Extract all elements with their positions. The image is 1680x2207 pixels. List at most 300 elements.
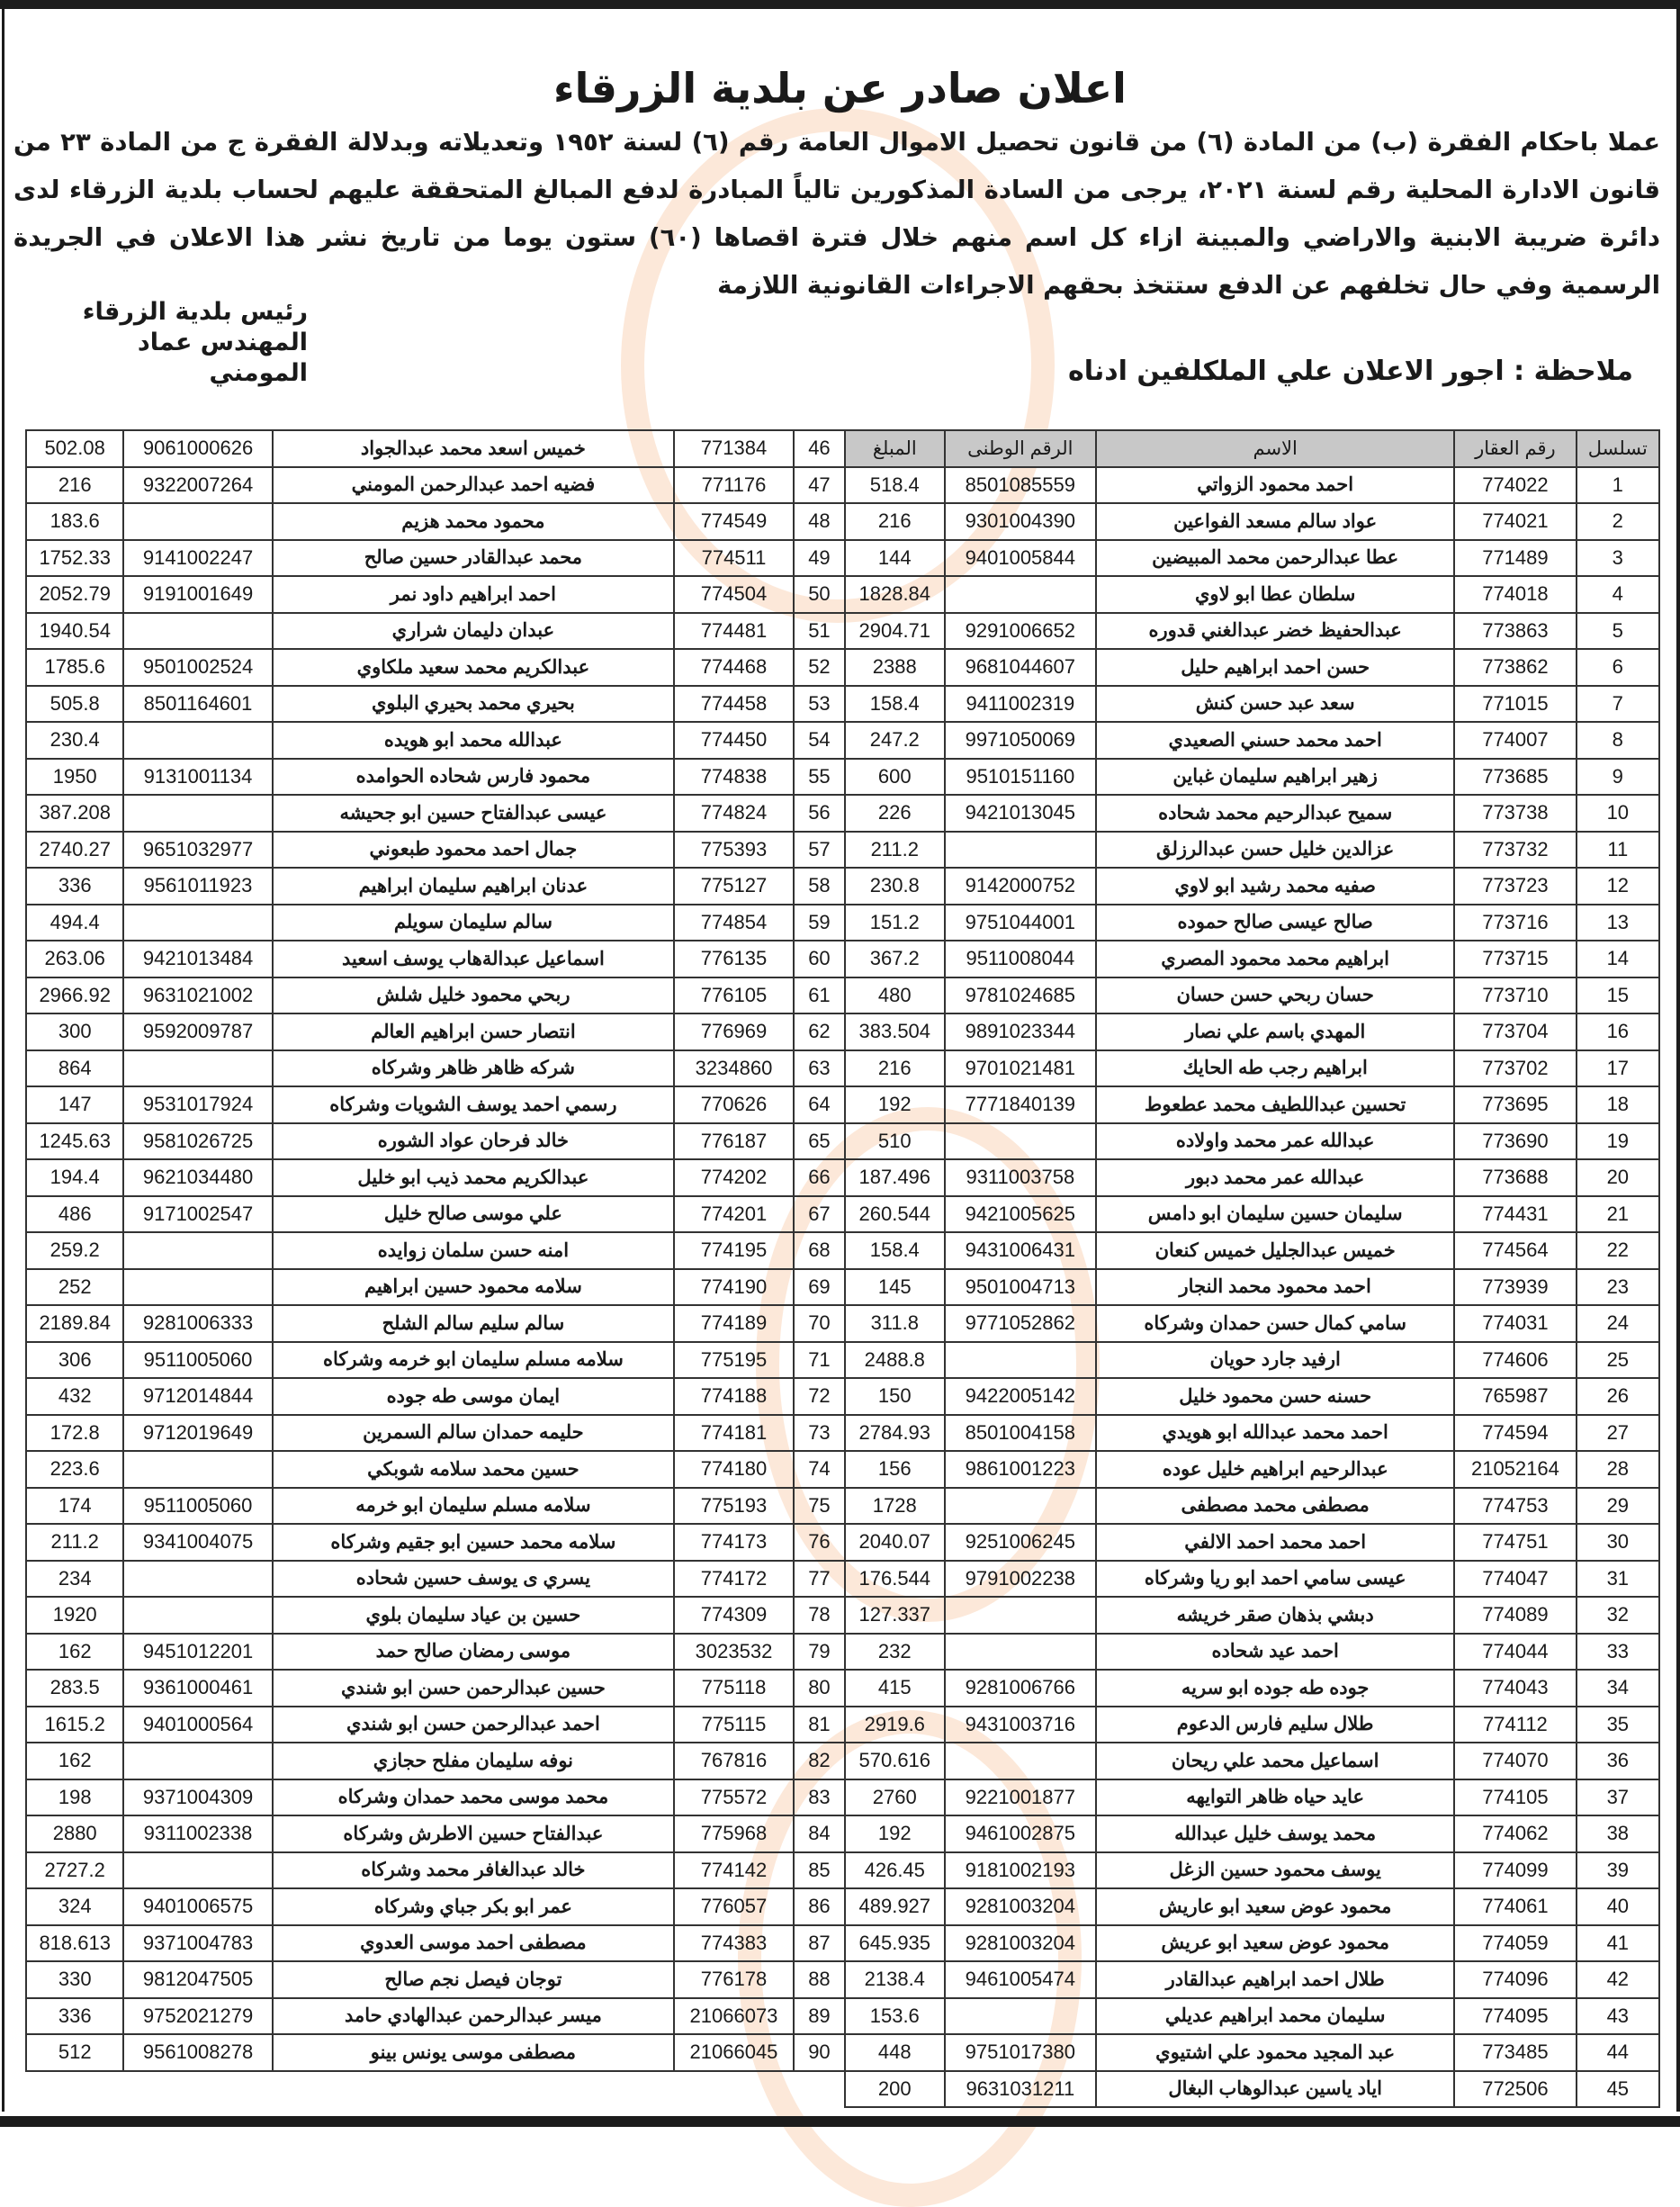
cell-amount: 2760 [845, 1779, 945, 1816]
cell-property-no: 776969 [674, 1013, 794, 1050]
cell-serial: 60 [794, 941, 845, 977]
cell-serial: 51 [794, 613, 845, 650]
cell-national-id: 9812047505 [123, 1961, 272, 1998]
cell-national-id: 9311003758 [945, 1159, 1097, 1196]
table-row [845, 1597, 1659, 1634]
cell-name: عزالدين خليل حسن عبدالرزلق [1096, 832, 1454, 869]
table-row [26, 2034, 845, 2071]
cell-name: سعد عبد حسن كنش [1096, 686, 1454, 723]
cell-amount: 194.4 [26, 1159, 123, 1196]
cell-property-no: 774172 [674, 1561, 794, 1598]
cell-property-no: 774142 [674, 1852, 794, 1889]
cell-name: عبدالحفيظ خضر عبدالغني قدوره [1096, 613, 1454, 650]
cell-serial: 23 [1577, 1269, 1659, 1306]
cell-serial: 71 [794, 1342, 845, 1379]
cell-national-id: 9751017380 [945, 2034, 1097, 2071]
cell-amount: 2740.27 [26, 832, 123, 869]
cell-name: تحسين عبداللطيف محمد عطعوط [1096, 1086, 1454, 1123]
table-row [26, 1779, 845, 1816]
cell-name: عبدالله عمر محمد واولاده [1096, 1123, 1454, 1160]
cell-name: سليمان حسين سليمان ابو دامس [1096, 1196, 1454, 1233]
cell-national-id: 9191001649 [123, 576, 272, 613]
signature-block [38, 297, 308, 389]
cell-national-id: 9322007264 [123, 467, 272, 504]
cell-amount: 211.2 [26, 1524, 123, 1561]
table-row [845, 722, 1659, 759]
cell-name: ابراهيم محمد محمود المصري [1096, 941, 1454, 977]
cell-name: شركه ظاهر ظاهر وشركاه [273, 1050, 674, 1087]
cell-amount: 600 [845, 759, 945, 796]
cell-amount: 1615.2 [26, 1707, 123, 1743]
cell-property-no: 774062 [1454, 1815, 1576, 1852]
table-row [845, 540, 1659, 577]
cell-property-no: 773702 [1454, 1050, 1576, 1087]
cell-name: امنه حسن سلمان زوايده [273, 1232, 674, 1269]
cell-serial: 13 [1577, 905, 1659, 941]
cell-national-id: 8501004158 [945, 1415, 1097, 1452]
cell-name: فضيه احمد عبدالرحمن المومني [273, 467, 674, 504]
cell-national-id: 9751044001 [945, 905, 1097, 941]
cell-serial: 68 [794, 1232, 845, 1269]
cell-serial: 67 [794, 1196, 845, 1233]
cell-property-no: 774468 [674, 649, 794, 686]
bottom-border [0, 2116, 1680, 2127]
cell-property-no: 774854 [674, 905, 794, 941]
cell-serial: 59 [794, 905, 845, 941]
cell-property-no: 775195 [674, 1342, 794, 1379]
table-row [26, 1378, 845, 1415]
cell-name: طلال احمد ابراهيم عبدالقادر [1096, 1961, 1454, 1998]
cell-national-id: 9971050069 [945, 722, 1097, 759]
table-row [26, 941, 845, 977]
table-row [26, 868, 845, 905]
cell-property-no: 21066045 [674, 2034, 794, 2071]
table-row [26, 1743, 845, 1779]
cell-serial: 80 [794, 1670, 845, 1707]
table-row [845, 1196, 1659, 1233]
table-row [26, 1925, 845, 1962]
cell-serial: 57 [794, 832, 845, 869]
cell-name: احمد عيد شحاده [1096, 1634, 1454, 1671]
cell-serial: 74 [794, 1451, 845, 1488]
cell-amount: 505.8 [26, 686, 123, 723]
cell-amount: 383.504 [845, 1013, 945, 1050]
cell-property-no: 774753 [1454, 1488, 1576, 1525]
table-row [845, 2071, 1659, 2108]
cell-amount: 1752.33 [26, 540, 123, 577]
cell-name: بحيري محمد بحيري البلوي [273, 686, 674, 723]
cell-property-no: 775968 [674, 1815, 794, 1852]
table-row [845, 1305, 1659, 1342]
cell-national-id [123, 905, 272, 941]
cell-name: احمد محمد عبدالله ابو هويدي [1096, 1415, 1454, 1452]
cell-amount: 2880 [26, 1815, 123, 1852]
cell-national-id: 9431006431 [945, 1232, 1097, 1269]
cell-property-no: 773862 [1454, 649, 1576, 686]
cell-amount: 252 [26, 1269, 123, 1306]
cell-name: عدنان ابراهيم سليمان ابراهيم [273, 868, 674, 905]
table-row [26, 1013, 845, 1050]
cell-property-no: 773939 [1454, 1269, 1576, 1306]
cell-name: رسمي احمد يوسف الشويات وشركاه [273, 1086, 674, 1123]
cell-amount: 489.927 [845, 1888, 945, 1925]
cell-property-no: 774043 [1454, 1670, 1576, 1707]
cell-national-id: 9291006652 [945, 613, 1097, 650]
cell-amount: 486 [26, 1196, 123, 1233]
cell-serial: 16 [1577, 1013, 1659, 1050]
cell-name: احمد محمود الزواتي [1096, 467, 1454, 504]
cell-national-id: 8501085559 [945, 467, 1097, 504]
table-row [26, 1196, 845, 1233]
cell-property-no: 21052164 [1454, 1451, 1576, 1488]
cell-name: ميسر عبدالرحمن عبدالهادي حامد [273, 1998, 674, 2035]
cell-name: صفيه محمد رشيد ابو لاوي [1096, 868, 1454, 905]
cell-property-no: 776187 [674, 1123, 794, 1160]
cell-serial: 44 [1577, 2034, 1659, 2071]
cell-serial: 19 [1577, 1123, 1659, 1160]
cell-national-id: 9422005142 [945, 1378, 1097, 1415]
cell-national-id: 9142000752 [945, 868, 1097, 905]
cell-name: عبدالله عمر محمد دبور [1096, 1159, 1454, 1196]
cell-property-no: 3234860 [674, 1050, 794, 1087]
table-row [845, 1561, 1659, 1598]
cell-national-id: 9421013484 [123, 941, 272, 977]
cell-property-no: 773723 [1454, 868, 1576, 905]
cell-amount: 247.2 [845, 722, 945, 759]
cell-national-id: 9171002547 [123, 1196, 272, 1233]
cell-amount: 336 [26, 868, 123, 905]
cell-property-no: 774195 [674, 1232, 794, 1269]
cell-property-no: 774188 [674, 1378, 794, 1415]
cell-name: عمر ابو بكر جباي وشركاه [273, 1888, 674, 1925]
cell-amount: 150 [845, 1378, 945, 1415]
cell-serial: 32 [1577, 1597, 1659, 1634]
cell-national-id: 9501004713 [945, 1269, 1097, 1306]
cell-amount: 1245.63 [26, 1123, 123, 1160]
cell-amount: 234 [26, 1561, 123, 1598]
cell-national-id: 9281003204 [945, 1925, 1097, 1962]
cell-property-no: 773704 [1454, 1013, 1576, 1050]
cell-property-no: 774450 [674, 722, 794, 759]
cell-serial: 81 [794, 1707, 845, 1743]
cell-name: عواد سالم مسعد الفواعين [1096, 503, 1454, 540]
cell-amount: 448 [845, 2034, 945, 2071]
cell-amount: 162 [26, 1634, 123, 1671]
cell-name: محمود عوض سعيد ابو عاريش [1096, 1888, 1454, 1925]
cell-national-id: 9371004783 [123, 1925, 272, 1962]
table-row [26, 1888, 845, 1925]
cell-national-id: 9371004309 [123, 1779, 272, 1816]
cell-property-no: 771384 [674, 430, 794, 467]
table-row [26, 1852, 845, 1889]
cell-name: سلطان عطا ابو لاوي [1096, 576, 1454, 613]
cell-national-id: 9181002193 [945, 1852, 1097, 1889]
cell-amount: 211.2 [845, 832, 945, 869]
cell-property-no: 771489 [1454, 540, 1576, 577]
table-row [845, 1998, 1659, 2035]
cell-serial: 25 [1577, 1342, 1659, 1379]
cell-property-no: 774180 [674, 1451, 794, 1488]
cell-serial: 75 [794, 1488, 845, 1525]
cell-name: مصطفى محمد مصطفى [1096, 1488, 1454, 1525]
cell-name: احمد محمود محمد النجار [1096, 1269, 1454, 1306]
cell-property-no: 774070 [1454, 1743, 1576, 1779]
cell-property-no: 771176 [674, 467, 794, 504]
cell-amount: 324 [26, 1888, 123, 1925]
cell-amount: 2040.07 [845, 1524, 945, 1561]
cell-name: سليمان محمد ابراهيم عديلي [1096, 1998, 1454, 2035]
cell-national-id: 9561011923 [123, 868, 272, 905]
cell-national-id [945, 1634, 1097, 1671]
cell-name: ربحي محمود خليل شلش [273, 977, 674, 1014]
table-row [26, 1415, 845, 1452]
cell-serial: 33 [1577, 1634, 1659, 1671]
cell-national-id [123, 503, 272, 540]
cell-property-no: 775193 [674, 1488, 794, 1525]
cell-national-id [123, 1451, 272, 1488]
cell-property-no: 773715 [1454, 941, 1576, 977]
table-row [845, 1743, 1659, 1779]
cell-property-no: 775127 [674, 868, 794, 905]
table-row [845, 1378, 1659, 1415]
cell-property-no: 774099 [1454, 1852, 1576, 1889]
cell-serial: 37 [1577, 1779, 1659, 1816]
cell-property-no: 774018 [1454, 576, 1576, 613]
cell-name: محمود محمد هزيم [273, 503, 674, 540]
cell-name: حسين محمد سلامه شوبكي [273, 1451, 674, 1488]
cell-name: توجان فيصل نجم صالح [273, 1961, 674, 1998]
cell-serial: 2 [1577, 503, 1659, 540]
cell-national-id [123, 1852, 272, 1889]
cell-serial: 55 [794, 759, 845, 796]
cell-property-no: 774431 [1454, 1196, 1576, 1233]
cell-property-no: 774059 [1454, 1925, 1576, 1962]
cell-name: محمد يوسف خليل عبدالله [1096, 1815, 1454, 1852]
cell-national-id: 9712019649 [123, 1415, 272, 1452]
cell-name: خميس اسعد محمد عبدالجواد [273, 430, 674, 467]
cell-amount: 1785.6 [26, 649, 123, 686]
table-row [845, 941, 1659, 977]
cell-name: عطا عبدالرحمن محمد المبيضين [1096, 540, 1454, 577]
table-row [26, 503, 845, 540]
cell-name: محمود فارس شحاده الحوامده [273, 759, 674, 796]
cell-amount: 216 [845, 1050, 945, 1087]
cell-amount: 1828.84 [845, 576, 945, 613]
cell-national-id: 9510151160 [945, 759, 1097, 796]
cell-property-no: 773690 [1454, 1123, 1576, 1160]
cell-amount: 1940.54 [26, 613, 123, 650]
cell-national-id: 9501002524 [123, 649, 272, 686]
table-row [845, 1815, 1659, 1852]
cell-name: جمال احمد محمود طبعوني [273, 832, 674, 869]
cell-property-no: 774824 [674, 795, 794, 832]
cell-serial: 35 [1577, 1707, 1659, 1743]
cell-serial: 31 [1577, 1561, 1659, 1598]
cell-serial: 53 [794, 686, 845, 723]
cell-name: سلامه محمد حسين ابو جقيم وشركاه [273, 1524, 674, 1561]
cell-property-no: 3023532 [674, 1634, 794, 1671]
cell-national-id: 9771052862 [945, 1305, 1097, 1342]
cell-name: المهدي باسم علي نصار [1096, 1013, 1454, 1050]
cell-national-id: 9361000461 [123, 1670, 272, 1707]
table-row [845, 1086, 1659, 1123]
cell-amount: 426.45 [845, 1852, 945, 1889]
cell-serial: 70 [794, 1305, 845, 1342]
cell-property-no: 774105 [1454, 1779, 1576, 1816]
table-row [26, 1123, 845, 1160]
cell-property-no: 776105 [674, 977, 794, 1014]
cell-national-id [945, 1743, 1097, 1779]
cell-name: عبد المجيد محمود علي اشتيوي [1096, 2034, 1454, 2071]
cell-amount: 336 [26, 1998, 123, 2035]
cell-name: احمد محمد حسني الصعيدي [1096, 722, 1454, 759]
cell-amount: 306 [26, 1342, 123, 1379]
cell-property-no: 774838 [674, 759, 794, 796]
cell-property-no: 773863 [1454, 613, 1576, 650]
cell-name: انتصار حسن ابراهيم العالم [273, 1013, 674, 1050]
cell-national-id: 9301004390 [945, 503, 1097, 540]
cell-serial: 40 [1577, 1888, 1659, 1925]
cell-property-no: 773738 [1454, 795, 1576, 832]
cell-amount: 1728 [845, 1488, 945, 1525]
cell-serial: 73 [794, 1415, 845, 1452]
cell-national-id: 9681044607 [945, 649, 1097, 686]
cell-amount: 230.8 [845, 868, 945, 905]
cell-national-id: 9581026725 [123, 1123, 272, 1160]
cell-amount: 2388 [845, 649, 945, 686]
cell-name: عبدان دليمان شراري [273, 613, 674, 650]
header-serial: تسلسل [1577, 430, 1659, 467]
cell-name: محمد عبدالقادر حسين صالح [273, 540, 674, 577]
table-row [845, 1269, 1659, 1306]
cell-amount: 187.496 [845, 1159, 945, 1196]
cell-national-id: 9401000564 [123, 1707, 272, 1743]
cell-serial: 87 [794, 1925, 845, 1962]
cell-serial: 88 [794, 1961, 845, 1998]
cell-amount: 198 [26, 1779, 123, 1816]
cell-amount: 864 [26, 1050, 123, 1087]
cell-serial: 64 [794, 1086, 845, 1123]
cell-amount: 174 [26, 1488, 123, 1525]
cell-national-id: 9461005474 [945, 1961, 1097, 1998]
table-row [845, 759, 1659, 796]
cell-name: عبدالكريم محمد ذيب ابو خليل [273, 1159, 674, 1196]
cell-serial: 18 [1577, 1086, 1659, 1123]
table-row [26, 1086, 845, 1123]
top-border [0, 0, 1680, 9]
cell-property-no: 776178 [674, 1961, 794, 1998]
cell-serial: 79 [794, 1634, 845, 1671]
table-row [26, 649, 845, 686]
cell-property-no: 767816 [674, 1743, 794, 1779]
cell-national-id: 9631021002 [123, 977, 272, 1014]
cell-property-no: 774564 [1454, 1232, 1576, 1269]
cell-property-no: 765987 [1454, 1378, 1576, 1415]
cell-amount: 367.2 [845, 941, 945, 977]
table-row [26, 1815, 845, 1852]
cell-serial: 83 [794, 1779, 845, 1816]
cell-serial: 17 [1577, 1050, 1659, 1087]
cell-serial: 38 [1577, 1815, 1659, 1852]
cell-serial: 47 [794, 467, 845, 504]
cell-property-no: 774021 [1454, 503, 1576, 540]
cell-name: زهير ابراهيم سليمان غباين [1096, 759, 1454, 796]
cell-name: عيسى سامي احمد ابو ريا وشركاه [1096, 1561, 1454, 1598]
cell-serial: 86 [794, 1888, 845, 1925]
cell-national-id [123, 795, 272, 832]
cell-serial: 30 [1577, 1524, 1659, 1561]
cell-national-id: 9061000626 [123, 430, 272, 467]
table-row [845, 832, 1659, 869]
cell-serial: 54 [794, 722, 845, 759]
cell-name: خميس عبدالجليل خميس كنعان [1096, 1232, 1454, 1269]
cell-property-no: 774594 [1454, 1415, 1576, 1452]
cell-amount: 144 [845, 540, 945, 577]
table-row [26, 1634, 845, 1671]
cell-serial: 5 [1577, 613, 1659, 650]
cell-national-id: 9451012201 [123, 1634, 272, 1671]
cell-serial: 76 [794, 1524, 845, 1561]
cell-serial: 8 [1577, 722, 1659, 759]
cell-national-id: 7771840139 [945, 1086, 1097, 1123]
table-row [26, 795, 845, 832]
cell-name: دبشي بذهان صقر خريشه [1096, 1597, 1454, 1634]
cell-property-no: 774383 [674, 1925, 794, 1962]
cell-amount: 216 [845, 503, 945, 540]
cell-national-id [123, 1232, 272, 1269]
announcement-note: ملاحظة : اجور الاعلان علي الملكلفين ادناه [1068, 356, 1633, 387]
table-row [845, 868, 1659, 905]
signature-name: المهندس عماد المومني [137, 329, 308, 387]
cell-amount: 480 [845, 977, 945, 1014]
cell-serial: 4 [1577, 576, 1659, 613]
table-row [845, 1888, 1659, 1925]
cell-name: يوسف محمود حسين الزغل [1096, 1852, 1454, 1889]
cell-serial: 66 [794, 1159, 845, 1196]
table-row [26, 977, 845, 1014]
cell-national-id [123, 1050, 272, 1087]
cell-property-no: 774044 [1454, 1634, 1576, 1671]
cell-serial: 43 [1577, 1998, 1659, 2035]
table-row [26, 1961, 845, 1998]
cell-name: سلامه مسلم سليمان ابو خرمه [273, 1488, 674, 1525]
cell-property-no: 775572 [674, 1779, 794, 1816]
cell-national-id: 9561008278 [123, 2034, 272, 2071]
table-row [845, 576, 1659, 613]
cell-national-id [123, 613, 272, 650]
cell-name: عبدالكريم محمد سعيد ملكاوي [273, 649, 674, 686]
cell-national-id [123, 722, 272, 759]
cell-national-id: 9631031211 [945, 2071, 1097, 2108]
cell-property-no: 775118 [674, 1670, 794, 1707]
cell-serial: 3 [1577, 540, 1659, 577]
cell-name: عبدالرحيم ابراهيم خليل عوده [1096, 1451, 1454, 1488]
cell-name: ايمان موسى طه جوده [273, 1378, 674, 1415]
cell-national-id: 9131001134 [123, 759, 272, 796]
cell-property-no: 774047 [1454, 1561, 1576, 1598]
table-row [845, 1123, 1659, 1160]
cell-amount: 2189.84 [26, 1305, 123, 1342]
table-row [845, 1707, 1659, 1743]
cell-national-id: 9421005625 [945, 1196, 1097, 1233]
cell-amount: 153.6 [845, 1998, 945, 2035]
cell-property-no: 774504 [674, 576, 794, 613]
cell-name: مصطفى احمد موسى العدوي [273, 1925, 674, 1962]
cell-amount: 192 [845, 1086, 945, 1123]
table-row [845, 613, 1659, 650]
cell-serial: 62 [794, 1013, 845, 1050]
cell-national-id: 9752021279 [123, 1998, 272, 2035]
